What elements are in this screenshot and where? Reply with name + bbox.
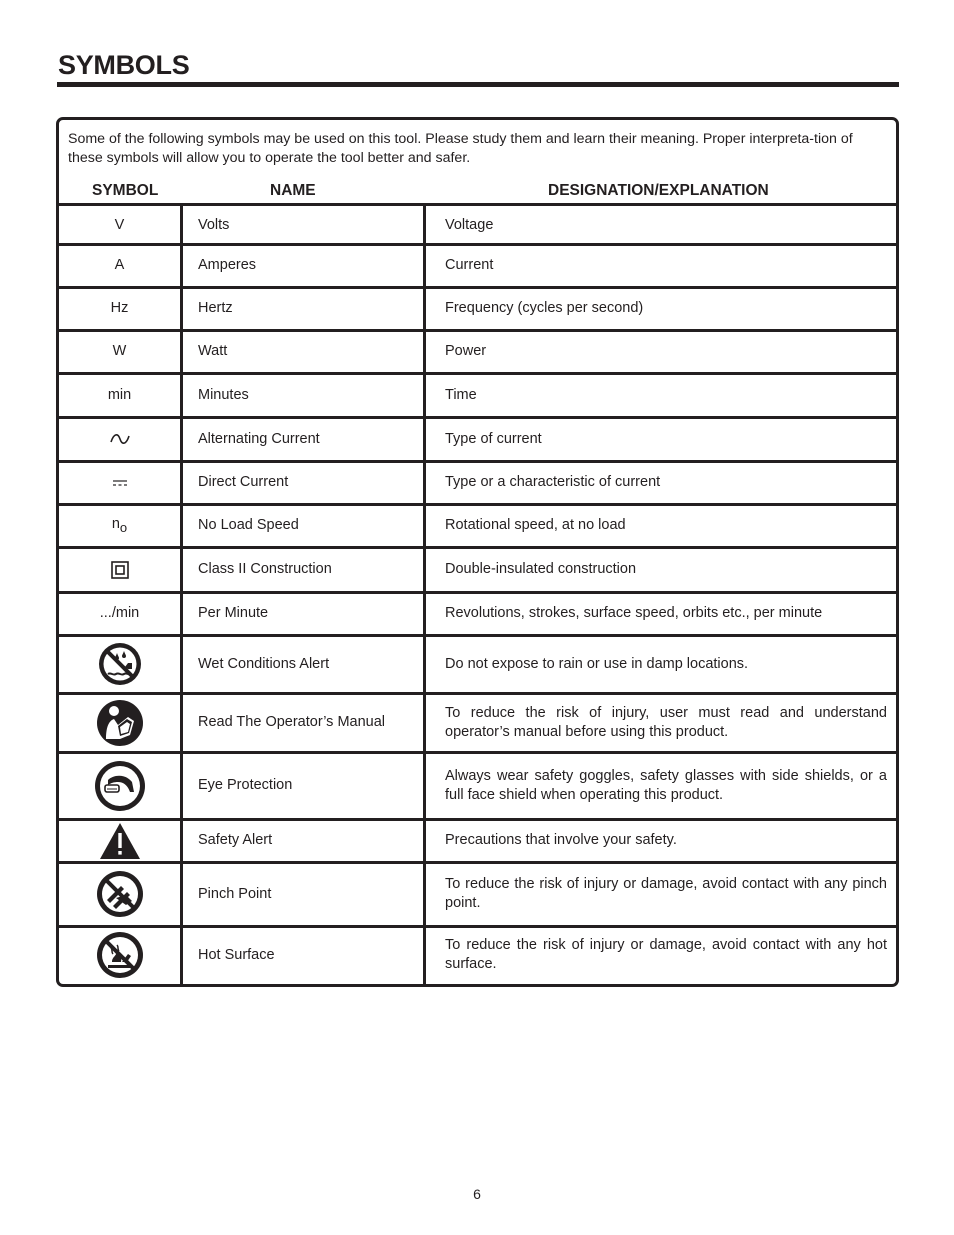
designation-text: Power <box>445 343 487 359</box>
alternating-current-icon <box>109 432 131 446</box>
table-row <box>59 752 896 819</box>
class-ii-construction-icon <box>111 561 129 579</box>
name-cell: Per Minute <box>198 605 269 621</box>
symbols-table <box>59 203 896 987</box>
designation-cell <box>445 461 887 504</box>
title-rule <box>57 82 899 87</box>
table-row <box>59 592 896 635</box>
symbol-cell <box>59 244 180 287</box>
designation-text: Rotational speed, at no load <box>445 517 626 533</box>
symbol-cell <box>59 461 180 504</box>
page-number: 6 <box>473 1186 481 1202</box>
table-row <box>59 330 896 373</box>
designation-cell <box>445 693 887 752</box>
symbol-text: V <box>114 216 125 233</box>
name-cell: Minutes <box>198 386 249 403</box>
designation-cell <box>445 244 887 287</box>
symbol-cell <box>59 926 180 984</box>
table-row <box>59 926 896 984</box>
designation-text: Current <box>445 257 494 273</box>
designation-text: Always wear safety goggles, safety glasses with side shields, or a full face shield when operating this product. <box>445 767 887 803</box>
symbol-cell <box>59 330 180 373</box>
pinch-point-icon <box>96 870 144 918</box>
designation-cell <box>445 592 887 635</box>
symbol-text: Hz <box>110 300 129 316</box>
table-row <box>59 635 896 693</box>
designation-cell <box>445 862 887 926</box>
designation-cell <box>445 330 887 373</box>
designation-text: Frequency (cycles per second) <box>445 300 644 316</box>
symbols-box <box>56 117 899 987</box>
symbol-cell <box>59 635 180 693</box>
symbol-text: min <box>107 386 132 403</box>
symbol-cell <box>59 504 180 547</box>
header-name: NAME <box>270 182 316 199</box>
symbol-cell <box>59 592 180 635</box>
safety-alert-icon <box>99 822 141 860</box>
designation-cell <box>445 635 887 693</box>
name-cell: Read The Operator’s Manual <box>198 714 385 730</box>
symbol-text: A <box>114 257 125 273</box>
header-designation: DESIGNATION/EXPLANATION <box>548 182 769 199</box>
symbol-cell <box>59 547 180 592</box>
direct-current-icon <box>112 479 128 487</box>
symbol-cell <box>59 819 180 862</box>
header-symbol: SYMBOL <box>92 182 159 199</box>
designation-cell <box>445 547 887 592</box>
table-row <box>59 547 896 592</box>
symbol-subscript: o <box>119 519 128 535</box>
designation-cell <box>445 752 887 819</box>
eye-protection-icon <box>94 760 146 812</box>
name-cell: Eye Protection <box>198 777 293 793</box>
symbol-cell <box>59 752 180 819</box>
name-cell: Volts <box>198 216 230 233</box>
designation-text: To reduce the risk of injury, user must read and understand operator’s manual before using this product. <box>445 704 887 740</box>
table-row <box>59 417 896 461</box>
table-row <box>59 461 896 504</box>
name-cell: Safety Alert <box>198 832 273 848</box>
intro-text: Some of the following symbols may be used on this tool. Please study them and learn their meaning. Proper interpreta-tion of these symbols will allow you to operate the tool better and safer. <box>68 131 853 166</box>
hot-surface-icon <box>96 931 144 979</box>
designation-cell <box>445 417 887 461</box>
designation-text: Precautions that involve your safety. <box>445 832 677 848</box>
symbol-text: $n_o$ <box>111 515 128 535</box>
read-manual-icon <box>96 699 144 747</box>
designation-text: Voltage <box>445 216 494 233</box>
symbol-cell <box>59 417 180 461</box>
table-row <box>59 504 896 547</box>
name-cell: Alternating Current <box>198 430 320 447</box>
designation-text: Do not expose to rain or use in damp locations. <box>445 655 749 672</box>
symbol-text: .../min <box>99 605 140 621</box>
designation-text: To reduce the risk of injury or damage, avoid contact with any hot surface. <box>445 937 887 972</box>
symbol-cell <box>59 693 180 752</box>
designation-cell <box>445 206 887 244</box>
name-cell: Direct Current <box>198 474 289 490</box>
symbol-cell <box>59 373 180 417</box>
table-row <box>59 819 896 862</box>
symbol-cell <box>59 206 180 244</box>
symbol-cell <box>59 862 180 926</box>
name-cell: Watt <box>198 343 228 359</box>
name-cell: Pinch Point <box>198 885 272 902</box>
designation-text: Time <box>445 386 477 403</box>
designation-cell <box>445 819 887 862</box>
designation-cell <box>445 287 887 330</box>
designation-cell <box>445 373 887 417</box>
name-cell: No Load Speed <box>198 517 299 533</box>
designation-cell <box>445 504 887 547</box>
name-cell: Class II Construction <box>198 561 332 577</box>
designation-text: To reduce the risk of injury or damage, avoid contact with any pinch point. <box>445 876 887 911</box>
name-cell: Hot Surface <box>198 946 275 963</box>
designation-text: Type or a characteristic of current <box>445 474 661 490</box>
designation-text: Type of current <box>445 430 542 447</box>
table-row <box>59 862 896 926</box>
designation-text: Double-insulated construction <box>445 561 637 577</box>
table-row <box>59 206 896 244</box>
designation-cell <box>445 926 887 984</box>
symbol-cell <box>59 287 180 330</box>
name-cell: Wet Conditions Alert <box>198 655 330 672</box>
page-title: SYMBOLS <box>58 50 190 80</box>
designation-text: Revolutions, strokes, surface speed, orbits etc., per minute <box>445 605 823 621</box>
table-row <box>59 373 896 417</box>
wet-conditions-icon <box>97 641 143 687</box>
table-row <box>59 693 896 752</box>
name-cell: Hertz <box>198 300 233 316</box>
name-cell: Amperes <box>198 257 257 273</box>
table-row <box>59 244 896 287</box>
symbol-text: W <box>112 343 127 359</box>
table-row <box>59 287 896 330</box>
